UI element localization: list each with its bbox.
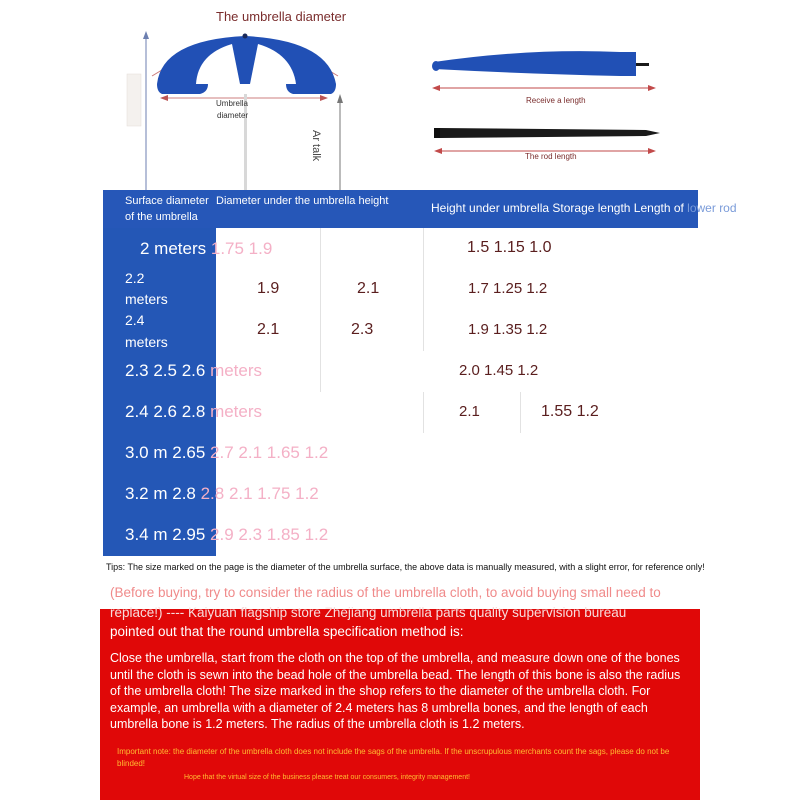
table-row <box>103 310 696 352</box>
header-col3-tail: lower rod <box>683 201 737 215</box>
integrity-note: Hope that the virtual size of the business please treat our consumers, integrity management! <box>184 774 470 781</box>
umbrella-canopy <box>157 36 336 84</box>
table-row <box>103 269 696 311</box>
row-label <box>125 484 319 504</box>
row-values: 1.7 1.25 1.2 <box>468 280 548 297</box>
row-label-line2: meters <box>125 291 168 307</box>
row-values: 1.9 1.35 1.2 <box>468 321 548 338</box>
row-label-text: 2.3 2.5 2.6 <box>125 361 206 380</box>
row-faded-values: 2.7 2.1 1.65 1.2 <box>205 443 329 462</box>
side-height-label: Ar talk <box>310 130 322 162</box>
row-label <box>125 402 262 422</box>
row-label <box>125 525 328 545</box>
row-label-line1: 2.2 <box>125 270 145 286</box>
row-label-text: 3.4 m 2.95 <box>125 525 206 544</box>
row-faded-values: meters <box>205 402 263 421</box>
valance-center <box>210 84 284 94</box>
notes-block <box>100 578 700 800</box>
row-label <box>125 443 328 463</box>
diagram-graphics <box>0 0 800 192</box>
folded-umbrella <box>434 51 636 76</box>
receive-length-label: Receive a length <box>526 96 586 105</box>
rod-length-label: The rod length <box>525 152 577 161</box>
height-label-box <box>127 74 141 126</box>
row-label-text: 3.0 m 2.65 <box>125 443 206 462</box>
umbrella-pole <box>244 94 247 190</box>
row-value-1: 2.1 <box>257 321 280 338</box>
table-row <box>103 392 696 434</box>
row-faded-values: 2.8 2.1 1.75 1.2 <box>195 484 319 503</box>
header-col1-line1: Surface diameter <box>125 195 209 207</box>
row-label <box>125 361 262 381</box>
header-col3-main: Height under umbrella Storage length Length of <box>431 201 684 215</box>
row-value-1: 1.9 <box>257 280 280 297</box>
height-arrow-head-top <box>143 31 149 39</box>
row-values: 1.5 1.15 1.0 <box>467 239 552 256</box>
row-label-line1: 2.4 <box>125 312 145 328</box>
measurement-method: Close the umbrella, start from the cloth on the top of the umbrella, and measure down one of the bones until the cloth is sewn into the bead hole of the umbrella bead. The length of this bone is also the radius of the umbrella cloth! The size marked in the shop refers to the diameter of the umbrella cloth. For example, an umbrella with a diameter of 2.4 meters has 8 umbrella bones, and the length of each umbrella bone is 1.2 meters. The radius of the umbrella cloth is 1.2 meters. <box>110 651 681 731</box>
row-value-1: 2.1 <box>459 403 480 420</box>
inner-diameter-label-1: Umbrella <box>216 99 249 108</box>
specification-intro <box>110 603 692 641</box>
valance-right <box>286 84 336 94</box>
row-faded-values: meters <box>205 361 263 380</box>
row-label <box>140 239 272 259</box>
spec-table <box>103 190 737 558</box>
header-col3 <box>431 200 737 216</box>
row-label-line2: meters <box>125 334 168 350</box>
specification-intro-line2: pointed out that the round umbrella specification method is: <box>110 624 464 639</box>
valance-left <box>157 84 208 94</box>
tips-text: Tips: The size marked on the page is the diameter of the umbrella surface, the above data is manually measured, with a slight error, for reference only! <box>106 562 705 572</box>
table-row <box>103 474 696 516</box>
table-row <box>103 351 696 393</box>
header-col2: Diameter under the umbrella height <box>216 195 389 207</box>
specification-intro-line1: replace!) ---- Kaiyuan flagship store Zhejiang umbrella parts quality supervision bureau <box>110 605 627 620</box>
row-faded-values: 2.9 2.3 1.85 1.2 <box>205 525 329 544</box>
umbrella-diameter-title: The umbrella diameter <box>216 9 347 24</box>
row-value-2: 2.3 <box>351 321 374 338</box>
row-label-text: 2 meters <box>140 239 207 258</box>
row-faded-values: 1.75 1.9 <box>206 239 273 258</box>
row-values: 1.55 1.2 <box>541 403 599 420</box>
folded-tip <box>636 63 649 66</box>
row-label-text: 2.4 2.6 2.8 <box>125 402 206 421</box>
table-header <box>103 190 737 228</box>
header-col1-line2: of the umbrella <box>125 211 198 223</box>
table-row <box>103 228 696 270</box>
lower-rod <box>436 128 660 138</box>
important-note: Important note: the diameter of the umbrella cloth does not include the sags of the umbrella. If the unscrupulous merchants count the sags, please do not be blinded! <box>117 747 670 768</box>
umbrella-finial <box>243 34 248 39</box>
table-row <box>103 515 696 556</box>
row-values: 2.0 1.45 1.2 <box>459 362 539 379</box>
umbrella-diagram <box>0 0 800 192</box>
table-row <box>103 433 696 475</box>
row-label-text: 3.2 m 2.8 <box>125 484 196 503</box>
before-buying-note: (Before buying, try to consider the radius of the umbrella cloth, to avoid buying small need to <box>110 585 661 600</box>
row-value-2: 2.1 <box>357 280 380 297</box>
inner-diameter-label-2: diameter <box>217 111 249 120</box>
